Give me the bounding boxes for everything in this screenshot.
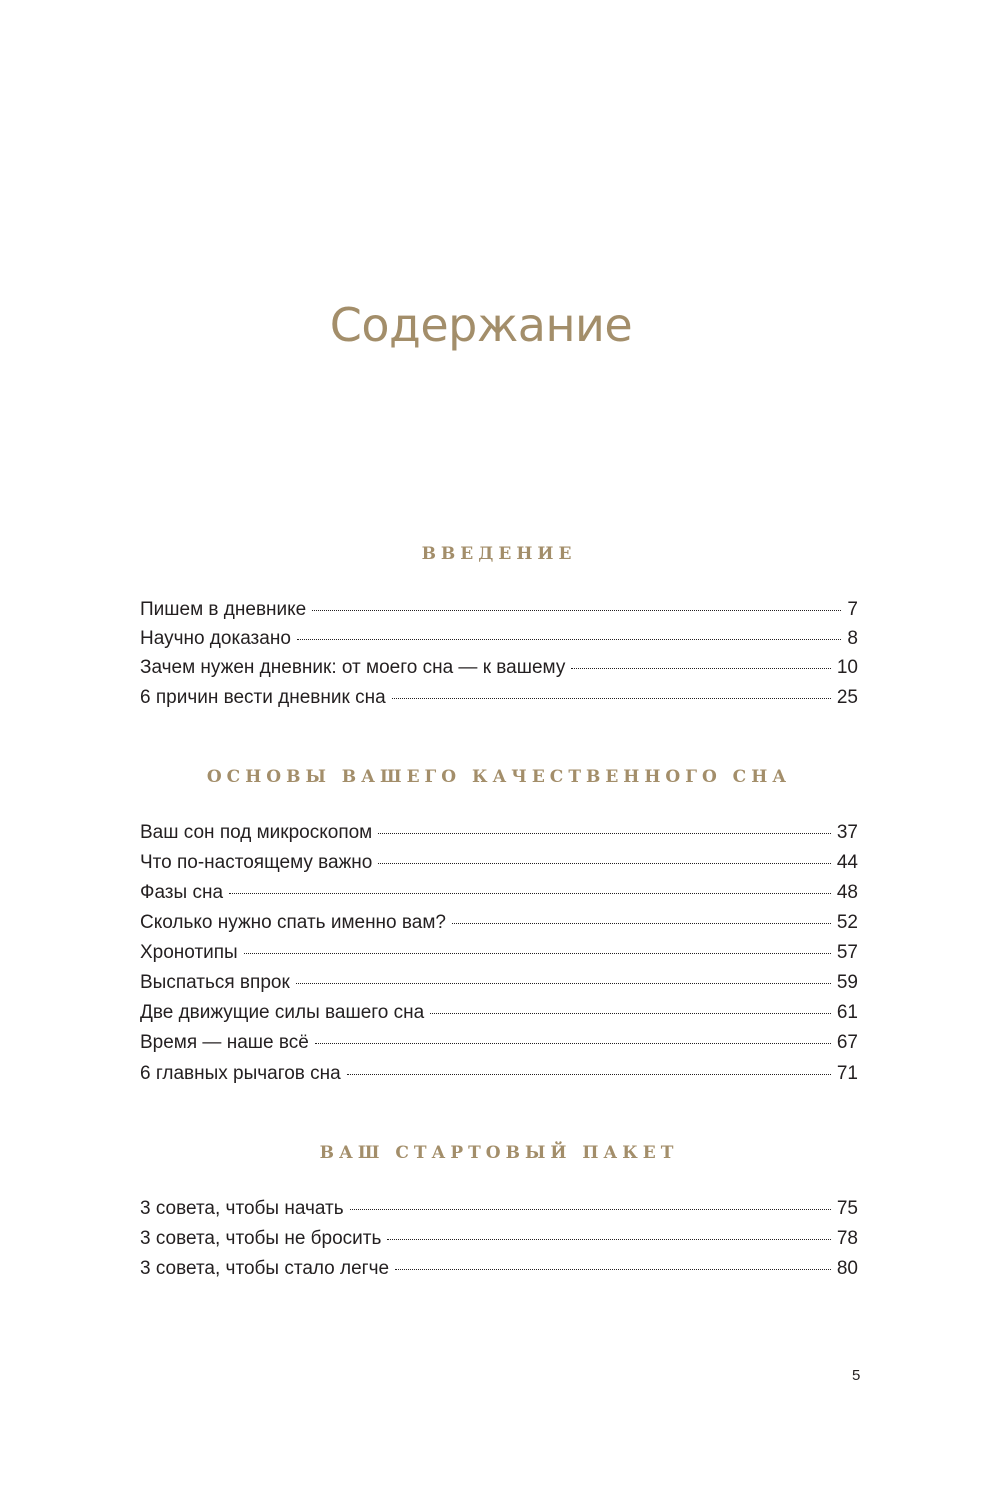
section-heading-basics: ОСНОВЫ ВАШЕГО КАЧЕСТВЕННОГО СНА bbox=[206, 767, 792, 787]
toc-entry[interactable] bbox=[140, 657, 858, 687]
toc-entry[interactable] bbox=[140, 599, 858, 629]
dot-leader bbox=[387, 1239, 830, 1240]
dot-leader bbox=[347, 1074, 831, 1075]
toc-entry-label: Сколько нужно спать именно вам? bbox=[140, 912, 446, 933]
toc-entry-page: 10 bbox=[836, 657, 858, 678]
toc-entry-label: 3 совета, чтобы стало легче bbox=[140, 1258, 390, 1279]
toc-entry-label: 3 совета, чтобы начать bbox=[140, 1198, 344, 1219]
toc-entry-label: 6 главных рычагов сна bbox=[140, 1063, 341, 1084]
dot-leader bbox=[452, 923, 831, 924]
toc-entry-label: 3 совета, чтобы не бросить bbox=[140, 1228, 382, 1249]
toc-entry-page: 44 bbox=[836, 852, 858, 873]
toc-entry[interactable] bbox=[140, 1002, 858, 1032]
toc-entry-page: 8 bbox=[847, 628, 858, 649]
dot-leader bbox=[229, 893, 831, 894]
toc-entry-label: 6 причин вести дневник сна bbox=[140, 687, 386, 708]
toc-entry-page: 80 bbox=[836, 1258, 858, 1279]
toc-entry[interactable] bbox=[140, 972, 858, 1002]
dot-leader bbox=[395, 1269, 831, 1270]
toc-entry[interactable] bbox=[140, 882, 858, 912]
toc-entry[interactable] bbox=[140, 852, 858, 882]
toc-entry-label: Зачем нужен дневник: от моего сна — к вашему bbox=[140, 657, 566, 678]
toc-entry-page: 75 bbox=[836, 1198, 858, 1219]
toc-entry-page: 59 bbox=[836, 972, 858, 993]
toc-entry-label: Пишем в дневнике bbox=[140, 599, 307, 620]
section-heading-intro: ВВЕДЕНИЕ bbox=[421, 544, 577, 564]
toc-entry[interactable] bbox=[140, 822, 858, 852]
toc-entry[interactable] bbox=[140, 687, 858, 717]
toc-entry-label: Хронотипы bbox=[140, 942, 238, 963]
toc-entry-label: Две движущие силы вашего сна bbox=[140, 1002, 425, 1023]
toc-entry-page: 7 bbox=[847, 599, 858, 620]
dot-leader bbox=[297, 639, 842, 640]
toc-entry-page: 48 bbox=[836, 882, 858, 903]
toc-entry-label: Ваш сон под микроскопом bbox=[140, 822, 373, 843]
toc-entry[interactable] bbox=[140, 1063, 858, 1093]
dot-leader bbox=[392, 698, 831, 699]
dot-leader bbox=[350, 1209, 831, 1210]
toc-entry-page: 37 bbox=[836, 822, 858, 843]
toc-entry-page: 78 bbox=[836, 1228, 858, 1249]
toc-entry[interactable] bbox=[140, 942, 858, 972]
dot-leader bbox=[315, 1043, 831, 1044]
dot-leader bbox=[296, 983, 831, 984]
toc-entry-page: 52 bbox=[836, 912, 858, 933]
toc-entry-label: Что по-настоящему важно bbox=[140, 852, 373, 873]
toc-entry-page: 67 bbox=[836, 1032, 858, 1053]
section-heading-starter-pack: ВАШ СТАРТОВЫЙ ПАКЕТ bbox=[319, 1143, 679, 1163]
dot-leader bbox=[244, 953, 831, 954]
toc-entry[interactable] bbox=[140, 628, 858, 658]
toc-entry-label: Время — наше всё bbox=[140, 1032, 309, 1053]
toc-entry[interactable] bbox=[140, 1228, 858, 1258]
toc-entry-page: 25 bbox=[836, 687, 858, 708]
toc-entry-label: Фазы сна bbox=[140, 882, 224, 903]
toc-entry[interactable] bbox=[140, 1198, 858, 1228]
dot-leader bbox=[378, 863, 831, 864]
dot-leader bbox=[571, 668, 831, 669]
dot-leader bbox=[430, 1013, 831, 1014]
dot-leader bbox=[312, 610, 841, 611]
toc-entry[interactable] bbox=[140, 1032, 858, 1062]
toc-entry-page: 61 bbox=[836, 1002, 858, 1023]
toc-entry-page: 71 bbox=[836, 1063, 858, 1084]
toc-entry[interactable] bbox=[140, 912, 858, 942]
page-title: Содержание bbox=[329, 298, 633, 352]
toc-entry-label: Научно доказано bbox=[140, 628, 291, 649]
toc-entry-label: Выспаться впрок bbox=[140, 972, 290, 993]
dot-leader bbox=[378, 833, 831, 834]
toc-entry-page: 57 bbox=[836, 942, 858, 963]
toc-entry[interactable] bbox=[140, 1258, 858, 1288]
page-number: 5 bbox=[852, 1367, 861, 1384]
